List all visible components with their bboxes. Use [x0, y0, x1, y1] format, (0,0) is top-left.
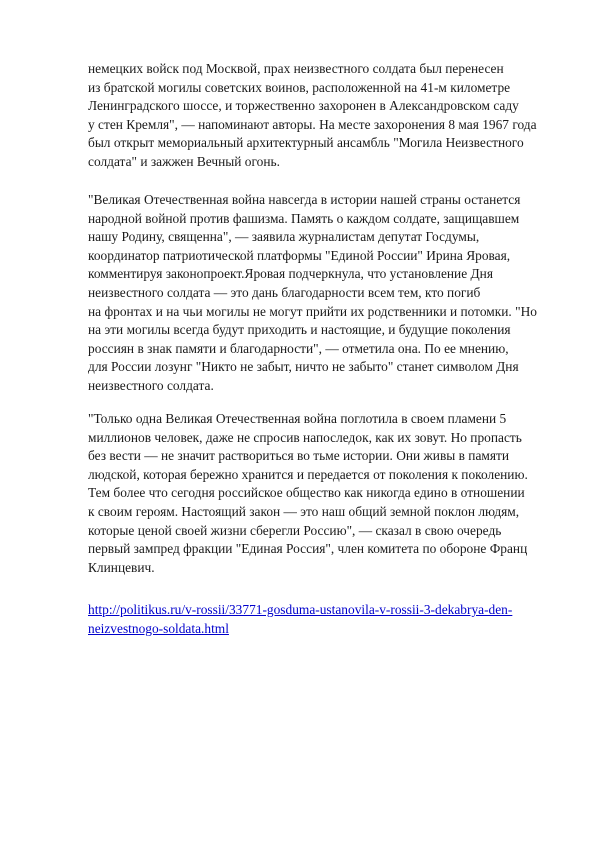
text-line: без вести — не значит раствориться во тьме истории. Они живы в памяти	[88, 448, 510, 464]
text-line: солдата" и зажжен Вечный огонь.	[88, 153, 280, 169]
text-line: "Великая Отечественная война навсегда в истории нашей страны останется	[88, 192, 521, 207]
text-line: к своим героям. Настоящий закон — это наш общий земной поклон людям,	[88, 503, 520, 519]
source-link[interactable]: neizvestnogo-soldata.html	[88, 620, 229, 636]
text-line: на эти могилы всегда будут приходить и настоящие, и будущие поколения	[88, 322, 511, 338]
source-link-block	[88, 601, 558, 638]
paragraph-3	[88, 410, 558, 577]
text-line: первый зампред фракции "Единая Россия", член комитета по обороне Франц	[88, 541, 528, 557]
text-line: россиян в знак памяти и благодарности", — отметила она. По ее мнению,	[88, 340, 509, 356]
text-line: "Только одна Великая Отечественная война поглотила в своем пламени 5	[88, 411, 507, 426]
text-line: комментируя законопроект.Яровая подчеркнула, что установление Дня	[88, 266, 493, 282]
text-line: Клинцевич.	[88, 559, 155, 575]
paragraph-2	[88, 191, 558, 396]
text-line: из братской могилы советских воинов, расположенной на 41-м километре	[88, 79, 511, 95]
text-line: неизвестного солдата — это дань благодарности всем тем, кто погиб	[88, 284, 481, 300]
text-line: немецких войск под Москвой, прах неизвестного солдата был перенесен	[88, 61, 504, 76]
text-line: людской, которая бережно хранится и передается от поколения к поколению.	[88, 466, 528, 482]
text-line: Ленинградского шоссе, и торжественно захоронен в Александровском саду	[88, 98, 519, 114]
source-link[interactable]: http://politikus.ru/v-rossii/33771-gosduma-ustanovila-v-rossii-3-dekabrya-den-	[88, 602, 513, 617]
text-line: для России лозунг "Никто не забыт, ничто не забыто" станет символом Дня	[88, 359, 519, 375]
text-line: народной войной против фашизма. Память о каждом солдате, защищавшем	[88, 210, 520, 226]
text-line: миллионов человек, даже не спросив напоследок, как их зовут. Но пропасть	[88, 429, 522, 445]
text-line: Тем более что сегодня российское общество как никогда едино в отношении	[88, 485, 525, 501]
text-line: нашу Родину, священна", — заявила журналистам депутат Госдумы,	[88, 229, 480, 245]
text-line: координатор патриотической платформы "Единой России" Ирина Яровая,	[88, 247, 511, 263]
text-line: неизвестного солдата.	[88, 377, 214, 393]
text-line: был открыт мемориальный архитектурный ансамбль "Могила Неизвестного	[88, 135, 524, 151]
paragraph-1	[88, 60, 558, 172]
text-line: у стен Кремля", — напоминают авторы. На месте захоронения 8 мая 1967 года	[88, 116, 537, 132]
text-line: на фронтах и на чьи могилы не могут прийти их родственники и потомки. "Но	[88, 303, 537, 319]
text-line: которые ценой своей жизни сберегли Россию", — сказал в свою очередь	[88, 522, 502, 538]
